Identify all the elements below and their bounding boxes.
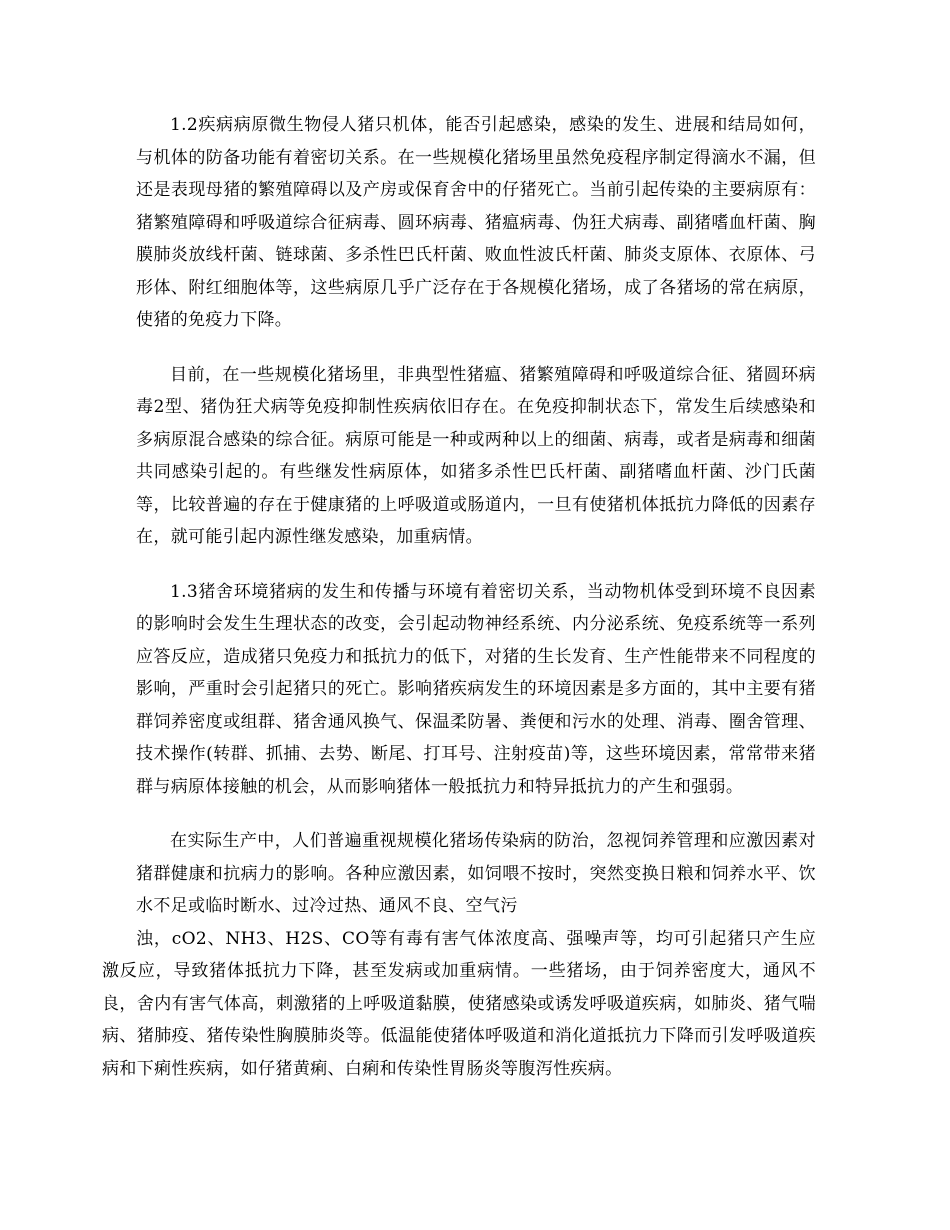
paragraph-housing-environment: 1.3猪舍环境猪病的发生和传播与环境有着密切关系，当动物机体受到环境不良因素的影响时会发生生理状态的改变，会引起动物神经系统、内分泌系统、免疫系统等一系列应答反应，造成猪只免疫力和抵抗力的低下，对猪的生长发育、生产性能带来不同程度的影响，严重时会引起猪只的死亡。影响猪疾病发生的环境因素是多方面的，其中主要有猪群饲养密度或组群、猪舍通风换气、保温柔防暑、粪便和污水的处理、消毒、圈舍管理、技术操作(转群、抓捕、去势、断尾、打耳号、注射疫苗)等，这些环境因素，常常带来猪群与病原体接触的机会，从而影响猪体一般抵抗力和特异抵抗力的产生和强弱。 <box>136 581 816 797</box>
paragraph-immunosuppression: 目前，在一些规模化猪场里，非典型性猪瘟、猪繁殖障碍和呼吸道综合征、猪圆环病毒2型、猪伪狂犬病等免疫抑制性疾病依旧存在。在免疫抑制状态下，常发生后续感染和多病原混合感染的综合征。病原可能是一种或两种以上的细菌、病毒，或者是病毒和细菌共同感染引起的。有些继发性病原体，如猪多杀性巴氏杆菌、副猪嗜血杆菌、沙门氏菌等，比较普遍的存在于健康猪的上呼吸道或肠道内，一旦有使猪机体抵抗力降低的因素存在，就可能引起内源性继发感染，加重病情。 <box>136 364 816 547</box>
paragraph-stress-factors <box>102 825 816 1085</box>
paragraph-disease-pathogens: 1.2疾病病原微生物侵人猪只机体，能否引起感染，感染的发生、进展和结局如何，与机体的防备功能有着密切关系。在一些规模化猪场里虽然免疫程序制定得滴水不漏，但还是表现母猪的繁殖障碍以及产房或保育舍中的仔猪死亡。当前引起传染的主要病原有：猪繁殖障碍和呼吸道综合征病毒、圆环病毒、猪瘟病毒、伪狂犬病毒、副猪嗜血杆菌、胸膜肺炎放线杆菌、链球菌、多杀性巴氏杆菌、败血性波氏杆菌、肺炎支原体、衣原体、弓形体、附红细胞体等，这些病原几乎广泛存在于各规模化猪场，成了各猪场的常在病原，使猪的免疫力下降。 <box>136 115 816 330</box>
paragraph-line: 在实际生产中，人们普遍重视规模化猪场传染病的防治，忽视饲养管理和应激因素对猪群健康和抗病力的影响。各种应激因素，如饲喂不按时，突然变换日粮和饲养水平、饮水不足或临时断水、过冷过热、通风不良、空气污 <box>136 831 816 916</box>
paragraph-line: 浊，cO2、NH3、H2S、CO等有毒有害气体浓度高、强噪声等，均可引起猪只产生应激反应，导致猪体抵抗力下降，甚至发病或加重病情。一些猪场，由于饲养密度大，通风不良，舍内有害气体高，刺激猪的上呼吸道黏膜，使猪感染或诱发呼吸道疾病，如肺炎、猪气喘病、猪肺疫、猪传染性胸膜肺炎等。低温能使猪体呼吸道和消化道抵抗力下降而引发呼吸道疾病和下痢性疾病，如仔猪黄痢、白痢和传染性胃肠炎等腹泻性疾病。 <box>102 928 816 1079</box>
document-page <box>102 109 816 1107</box>
